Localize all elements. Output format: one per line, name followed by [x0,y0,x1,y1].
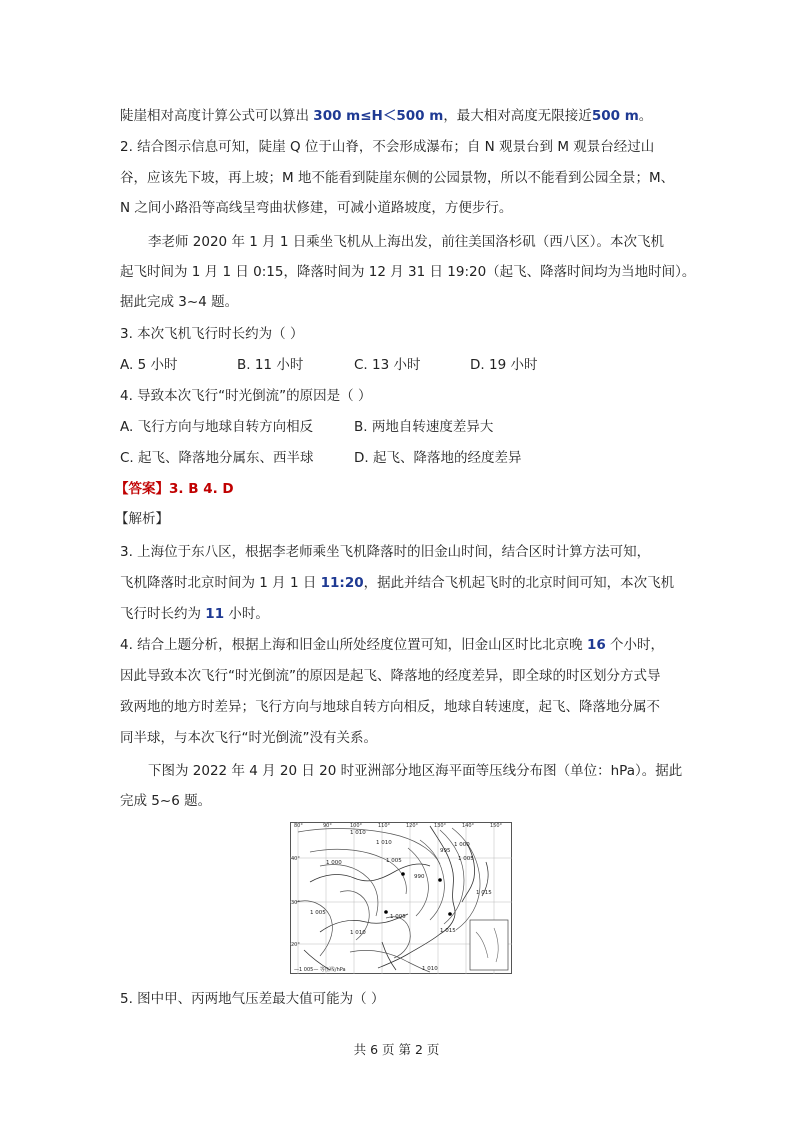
option-4a: A. 飞行方向与地球自转方向相反 [120,419,314,435]
text-line: 起飞时间为 1 月 1 日 0:15，降落时间为 12 月 31 日 19:20（起飞、降落时间均为当地时间）。 [120,264,696,280]
lat-label: 40° [291,856,300,862]
isobar-label: 1 010 [422,966,438,972]
lat-label: 30° [291,900,300,906]
lon-label: 80° [294,823,303,829]
question-3: 3. 本次飞机飞行时长约为（ ） [120,326,304,342]
text-span: 4. 结合上题分析，根据上海和旧金山所处经度位置可知，旧金山区时比北京晚 [120,637,587,653]
station-point [448,912,452,916]
lon-label: 130° [434,823,447,829]
isobar-label: 1 005 [310,910,326,916]
station-point [401,872,405,876]
text-span: ，最大相对高度无限接近 [443,108,592,124]
text-line [120,574,674,592]
inset-map [470,920,508,970]
option-3a: A. 5 小时 [120,357,178,373]
isobar-label: 1 005 [458,856,474,862]
text-span: 。 [638,108,653,124]
text-span: 飞行时长约为 [120,606,206,622]
text-line: 下图为 2022 年 4 月 20 日 20 时亚洲部分地区海平面等压线分布图（单位：hPa）。据此 [148,763,683,779]
text-span: 飞机降落时北京时间为 1 月 1 日 [120,575,321,591]
isobar-label: 1 000 [454,842,470,848]
text-line: 完成 5~6 题。 [120,793,212,809]
lat-label: 20° [291,942,300,948]
lon-label: 140° [462,823,475,829]
isobar-label: 990 [414,874,425,880]
text-line [120,605,269,623]
text-line: 因此导致本次飞行“时光倒流”的原因是起飞、降落地的经度差异，即全球的时区划分方式导 [120,668,661,684]
highlight-value: 11:20 [320,575,364,591]
highlight-value: 300 m≤H＜500 m [313,108,444,124]
option-4c: C. 起飞、降落地分属东、西半球 [120,450,314,466]
station-point [438,878,442,882]
highlight-value: 11 [205,606,225,622]
map-legend: —1 005— 等压线/hPa [294,967,346,973]
text-line: 谷，应该先下坡，再上坡；M 地不能看到陡崖东侧的公园景物，所以不能看到公园全景；M、 [120,170,675,186]
question-5: 5. 图中甲、丙两地气压差最大值可能为（ ） [120,991,385,1007]
station-point [384,910,388,914]
isobar-label: 1 015 [440,928,456,934]
text-line: 致两地的地方时差异；飞行方向与地球自转方向相反，地球自转速度，起飞、降落地分属不 [120,699,660,715]
text-line [120,636,664,654]
lon-label: 120° [406,823,419,829]
text-line: 李老师 2020 年 1 月 1 日乘坐飞机从上海出发，前往美国洛杉矶（西八区）。本次飞机 [148,234,665,250]
option-3d: D. 19 小时 [470,357,538,373]
isobar-label: 995 [440,848,451,854]
lon-label: 90° [323,823,332,829]
text-line: 同半球，与本次飞行“时光倒流”没有关系。 [120,730,377,746]
question-4: 4. 导致本次飞行“时光倒流”的原因是（ ） [120,388,372,404]
lon-label: 100° [350,823,363,829]
text-line: N 之间小路沿等高线呈弯曲状修建，可减小道路坡度，方便步行。 [120,200,513,216]
highlight-value: 500 m [591,108,639,124]
analysis-label: 【解析】 [115,511,169,527]
highlight-value: 16 [586,637,606,653]
isobar-label: 1 010 [376,840,392,846]
text-span: 个小时， [605,637,665,653]
isobar-label: 1 015 [476,890,492,896]
text-span: ，据此并结合飞机起飞时的北京时间可知，本次飞机 [363,575,675,591]
text-line: 据此完成 3~4 题。 [120,294,239,310]
isobar-label: 1 005 [390,914,406,920]
text-line [120,107,652,125]
answer-line: 【答案】3. B 4. D [115,481,234,497]
text-line: 3. 上海位于东八区，根据李老师乘坐飞机降落时的旧金山时间，结合区时计算方法可知， [120,544,651,560]
isobar-label: 1 000 [326,860,342,866]
isobar-label: 1 010 [350,930,366,936]
option-3c: C. 13 小时 [354,357,421,373]
isobar-label: 1 010 [350,830,366,836]
option-4b: B. 两地自转速度差异大 [354,419,494,435]
text-span: 陡崖相对高度计算公式可以算出 [120,108,314,124]
lon-label: 150° [490,823,503,829]
option-3b: B. 11 小时 [237,357,304,373]
lon-label: 110° [378,823,391,829]
text-line: 2. 结合图示信息可知，陡崖 Q 位于山脊，不会形成瀑布；自 N 观景台到 M 观景台经过山 [120,139,655,155]
isobar-label: 1 005 [386,858,402,864]
option-4d: D. 起飞、降落地的经度差异 [354,450,522,466]
page-footer: 共 6 页 第 2 页 [353,1042,440,1057]
isobar-map [290,822,512,974]
text-span: 小时。 [224,606,269,622]
